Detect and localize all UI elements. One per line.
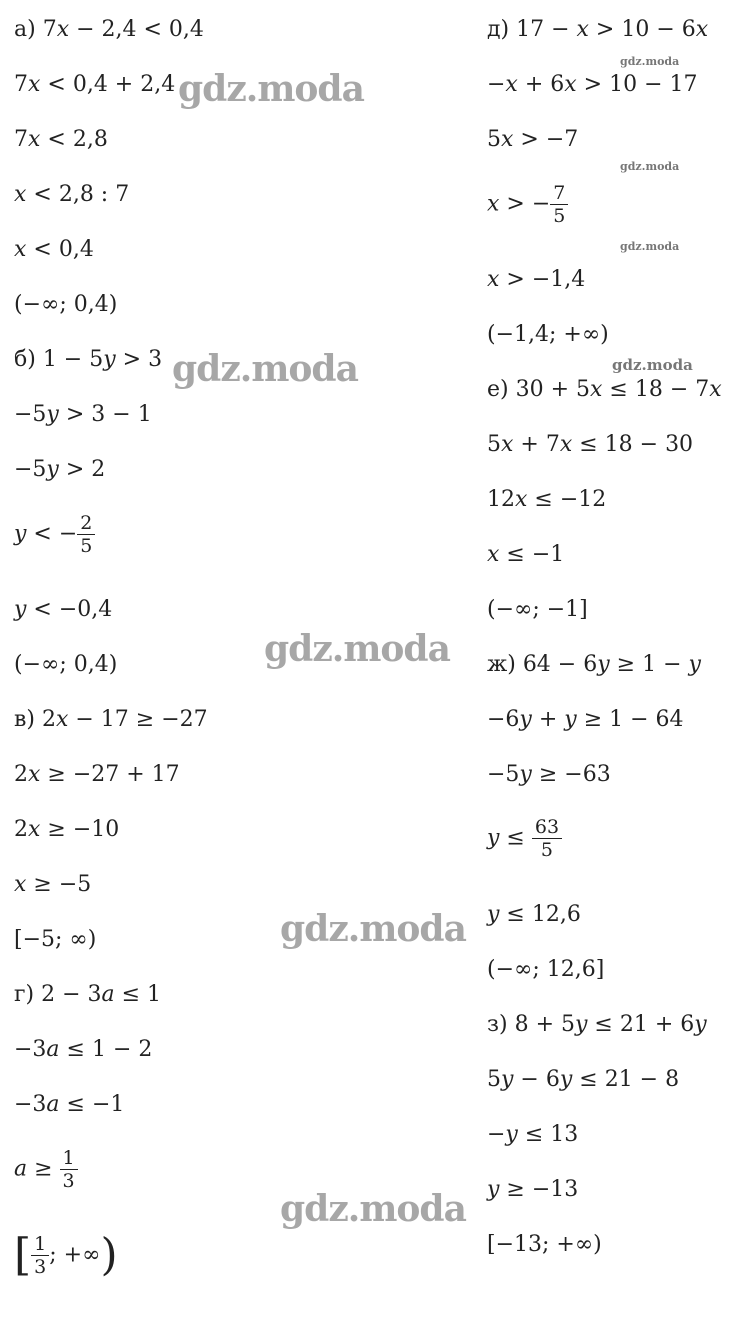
solution-d-line-5: 𝑥 > −1,4 bbox=[487, 267, 586, 292]
solution-a-answer: (−∞; 0,4) bbox=[14, 292, 118, 317]
solution-z-line-2: 5𝑦 − 6𝑦 ≤ 21 − 8 bbox=[487, 1067, 680, 1092]
solution-a-line-2: 7𝑥 < 0,4 + 2,4 bbox=[14, 72, 176, 97]
watermark-small: gdz.moda bbox=[620, 160, 680, 173]
solution-e-answer: (−∞; −1] bbox=[487, 597, 588, 622]
solution-g-line-2: −3𝑎 ≤ 1 − 2 bbox=[14, 1037, 153, 1062]
solution-b-line-5: 𝑦 < −0,4 bbox=[14, 597, 113, 622]
open-bracket: [ bbox=[14, 1229, 32, 1281]
solution-v-line-3: 2𝑥 ≥ −10 bbox=[14, 817, 120, 842]
solution-d-line-2: −𝑥 + 6𝑥 > 10 − 17 bbox=[487, 72, 698, 97]
solution-b-line-4 bbox=[14, 512, 95, 557]
solution-g-line-3: −3𝑎 ≤ −1 bbox=[14, 1092, 125, 1117]
solution-zh-line-4-prefix: 𝑦 ≤ bbox=[487, 825, 532, 851]
solution-b-line-3: −5𝑦 > 2 bbox=[14, 457, 106, 482]
solution-e-line-1: е) 30 + 5𝑥 ≤ 18 − 7𝑥 bbox=[487, 377, 722, 402]
solution-d-line-3: 5𝑥 > −7 bbox=[487, 127, 579, 152]
fraction-denominator: 5 bbox=[540, 839, 553, 861]
solution-d-answer: (−1,4; +∞) bbox=[487, 322, 609, 347]
watermark-logo: gdz.moda bbox=[264, 628, 450, 670]
solution-g-line-1: г) 2 − 3𝑎 ≤ 1 bbox=[14, 982, 162, 1007]
solution-zh-line-2: −6𝑦 + 𝑦 ≥ 1 − 64 bbox=[487, 707, 684, 732]
solution-z-line-1: з) 8 + 5𝑦 ≤ 21 + 6𝑦 bbox=[487, 1012, 707, 1037]
fraction-numerator: 7 bbox=[550, 182, 568, 205]
fraction-denominator: 5 bbox=[80, 535, 93, 557]
fraction bbox=[31, 1233, 49, 1278]
solution-zh-line-5: 𝑦 ≤ 12,6 bbox=[487, 902, 581, 927]
fraction bbox=[532, 816, 562, 861]
solution-g-line-4-prefix: 𝑎 ≥ bbox=[14, 1156, 60, 1182]
solution-d-line-1: д) 17 − 𝑥 > 10 − 6𝑥 bbox=[487, 17, 709, 42]
fraction-numerator: 2 bbox=[77, 512, 95, 535]
watermark-logo: gdz.moda bbox=[178, 68, 364, 110]
solution-zh-line-4 bbox=[487, 816, 562, 861]
solution-zh-answer: (−∞; 12,6] bbox=[487, 957, 605, 982]
solution-e-line-4: 𝑥 ≤ −1 bbox=[487, 542, 565, 567]
answer-rest: ; +∞ bbox=[49, 1242, 101, 1268]
solution-g-line-4 bbox=[14, 1147, 78, 1192]
solution-e-line-3: 12𝑥 ≤ −12 bbox=[487, 487, 607, 512]
fraction-numerator: 1 bbox=[31, 1233, 49, 1256]
solution-g-answer bbox=[14, 1229, 118, 1281]
fraction bbox=[550, 182, 568, 227]
fraction-denominator: 3 bbox=[34, 1256, 47, 1278]
fraction bbox=[60, 1147, 78, 1192]
solution-z-answer: [−13; +∞) bbox=[487, 1232, 602, 1257]
watermark-logo: gdz.moda bbox=[172, 348, 358, 390]
solution-zh-line-3: −5𝑦 ≥ −63 bbox=[487, 762, 611, 787]
solution-v-answer: [−5; ∞) bbox=[14, 927, 97, 952]
solution-zh-line-1: ж) 64 − 6𝑦 ≥ 1 − 𝑦 bbox=[487, 652, 701, 677]
solution-b-line-4-prefix: 𝑦 < − bbox=[14, 521, 78, 547]
fraction bbox=[77, 512, 95, 557]
watermark-small: gdz.moda bbox=[620, 240, 680, 253]
solution-v-line-1: в) 2𝑥 − 17 ≥ −27 bbox=[14, 707, 208, 732]
solution-z-line-4: 𝑦 ≥ −13 bbox=[487, 1177, 579, 1202]
solution-a-line-5: 𝑥 < 0,4 bbox=[14, 237, 94, 262]
fraction-denominator: 5 bbox=[553, 205, 566, 227]
solution-b-line-2: −5𝑦 > 3 − 1 bbox=[14, 402, 152, 427]
fraction-numerator: 63 bbox=[532, 816, 562, 839]
watermark-logo: gdz.moda bbox=[280, 1188, 466, 1230]
fraction-numerator: 1 bbox=[60, 1147, 78, 1170]
solution-d-line-4-prefix: 𝑥 > − bbox=[487, 191, 551, 217]
solution-d-line-4 bbox=[487, 182, 568, 227]
solution-a-line-1: а) 7𝑥 − 2,4 < 0,4 bbox=[14, 17, 204, 42]
solution-b-answer: (−∞; 0,4) bbox=[14, 652, 118, 677]
watermark-small: gdz.moda bbox=[620, 55, 680, 68]
solution-e-line-2: 5𝑥 + 7𝑥 ≤ 18 − 30 bbox=[487, 432, 694, 457]
fraction-denominator: 3 bbox=[62, 1170, 75, 1192]
watermark-small: gdz.moda bbox=[612, 356, 693, 374]
watermark-logo: gdz.moda bbox=[280, 908, 466, 950]
solution-a-line-3: 7𝑥 < 2,8 bbox=[14, 127, 108, 152]
solution-b-line-1: б) 1 − 5𝑦 > 3 bbox=[14, 347, 163, 372]
solution-a-line-4: 𝑥 < 2,8 : 7 bbox=[14, 182, 130, 207]
solution-v-line-2: 2𝑥 ≥ −27 + 17 bbox=[14, 762, 180, 787]
solution-z-line-3: −𝑦 ≤ 13 bbox=[487, 1122, 579, 1147]
solution-v-line-4: 𝑥 ≥ −5 bbox=[14, 872, 92, 897]
close-bracket: ) bbox=[100, 1229, 118, 1281]
